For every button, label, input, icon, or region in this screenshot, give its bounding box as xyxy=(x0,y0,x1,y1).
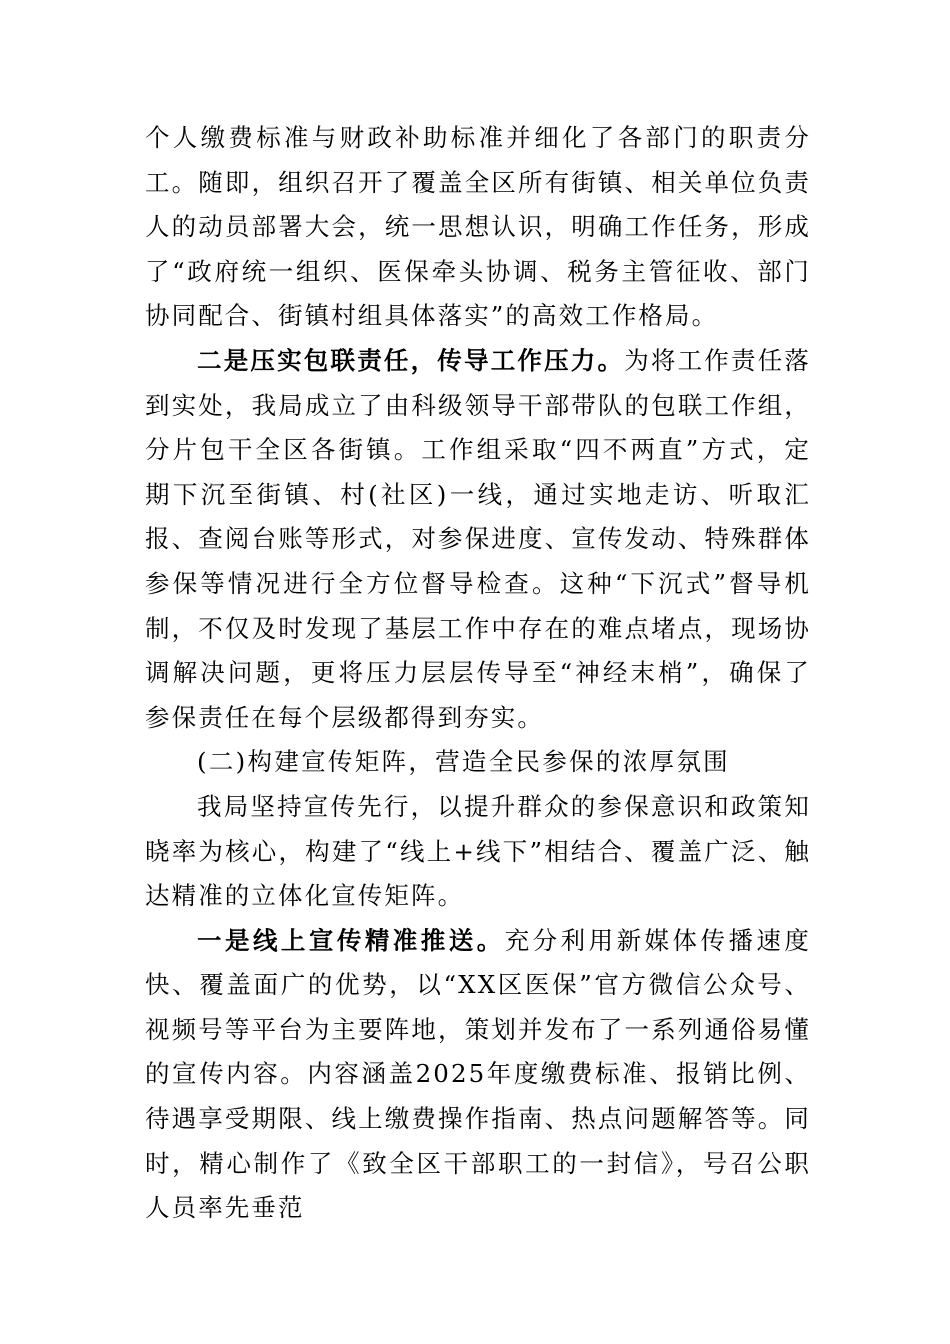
paragraph-2-lead: 二是压实包联责任，传导工作压力。 xyxy=(197,345,625,375)
paragraph-4-text: 充分利用新媒体传播速度快、覆盖面广的优势，以“XX区医保”官方微信公众号、视频号等平台为主要阵地，策划并发布了一系列通俗易懂的宣传内容。内容涵盖2025年度缴费标准、报销比例、待遇享受期限、线上缴费操作指南、热点问题解答等。同时，精心制作了《致全区干部职工的一封信》，号召公职人员率先垂范 xyxy=(145,925,811,1223)
paragraph-4 xyxy=(145,919,811,1231)
paragraph-3 xyxy=(145,785,811,919)
paragraph-4-lead: 一是线上宣传精准推送。 xyxy=(197,925,505,955)
paragraph-2 xyxy=(145,339,811,740)
paragraph-2-text: 为将工作责任落到实处，我局成立了由科级领导干部带队的包联工作组，分片包干全区各街镇。工作组采取“四不两直”方式，定期下沉至街镇、村(社区)一线，通过实地走访、听取汇报、查阅台账等形式，对参保进度、宣传发动、特殊群体参保等情况进行全方位督导检查。这种“下沉式”督导机制，不仅及时发现了基层工作中存在的难点堵点，现场协调解决问题，更将压力层层传导至“神经末梢”，确保了参保责任在每个层级都得到夯实。 xyxy=(145,345,811,732)
section-heading xyxy=(145,740,811,785)
paragraph-1-text: 个人缴费标准与财政补助标准并细化了各部门的职责分工。随即，组织召开了覆盖全区所有街镇、相关单位负责人的动员部署大会，统一思想认识，明确工作任务，形成了“政府统一组织、医保牵头协调、税务主管征收、部门协同配合、街镇村组具体落实”的高效工作格局。 xyxy=(145,123,811,331)
section-heading-text: (二)构建宣传矩阵，营造全民参保的浓厚氛围 xyxy=(197,747,730,777)
paragraph-1 xyxy=(145,116,811,339)
paragraph-3-text: 我局坚持宣传先行，以提升群众的参保意识和政策知晓率为核心，构建了“线上+线下”相结合、覆盖广泛、触达精准的立体化宣传矩阵。 xyxy=(145,791,811,911)
document-page xyxy=(145,116,811,1231)
